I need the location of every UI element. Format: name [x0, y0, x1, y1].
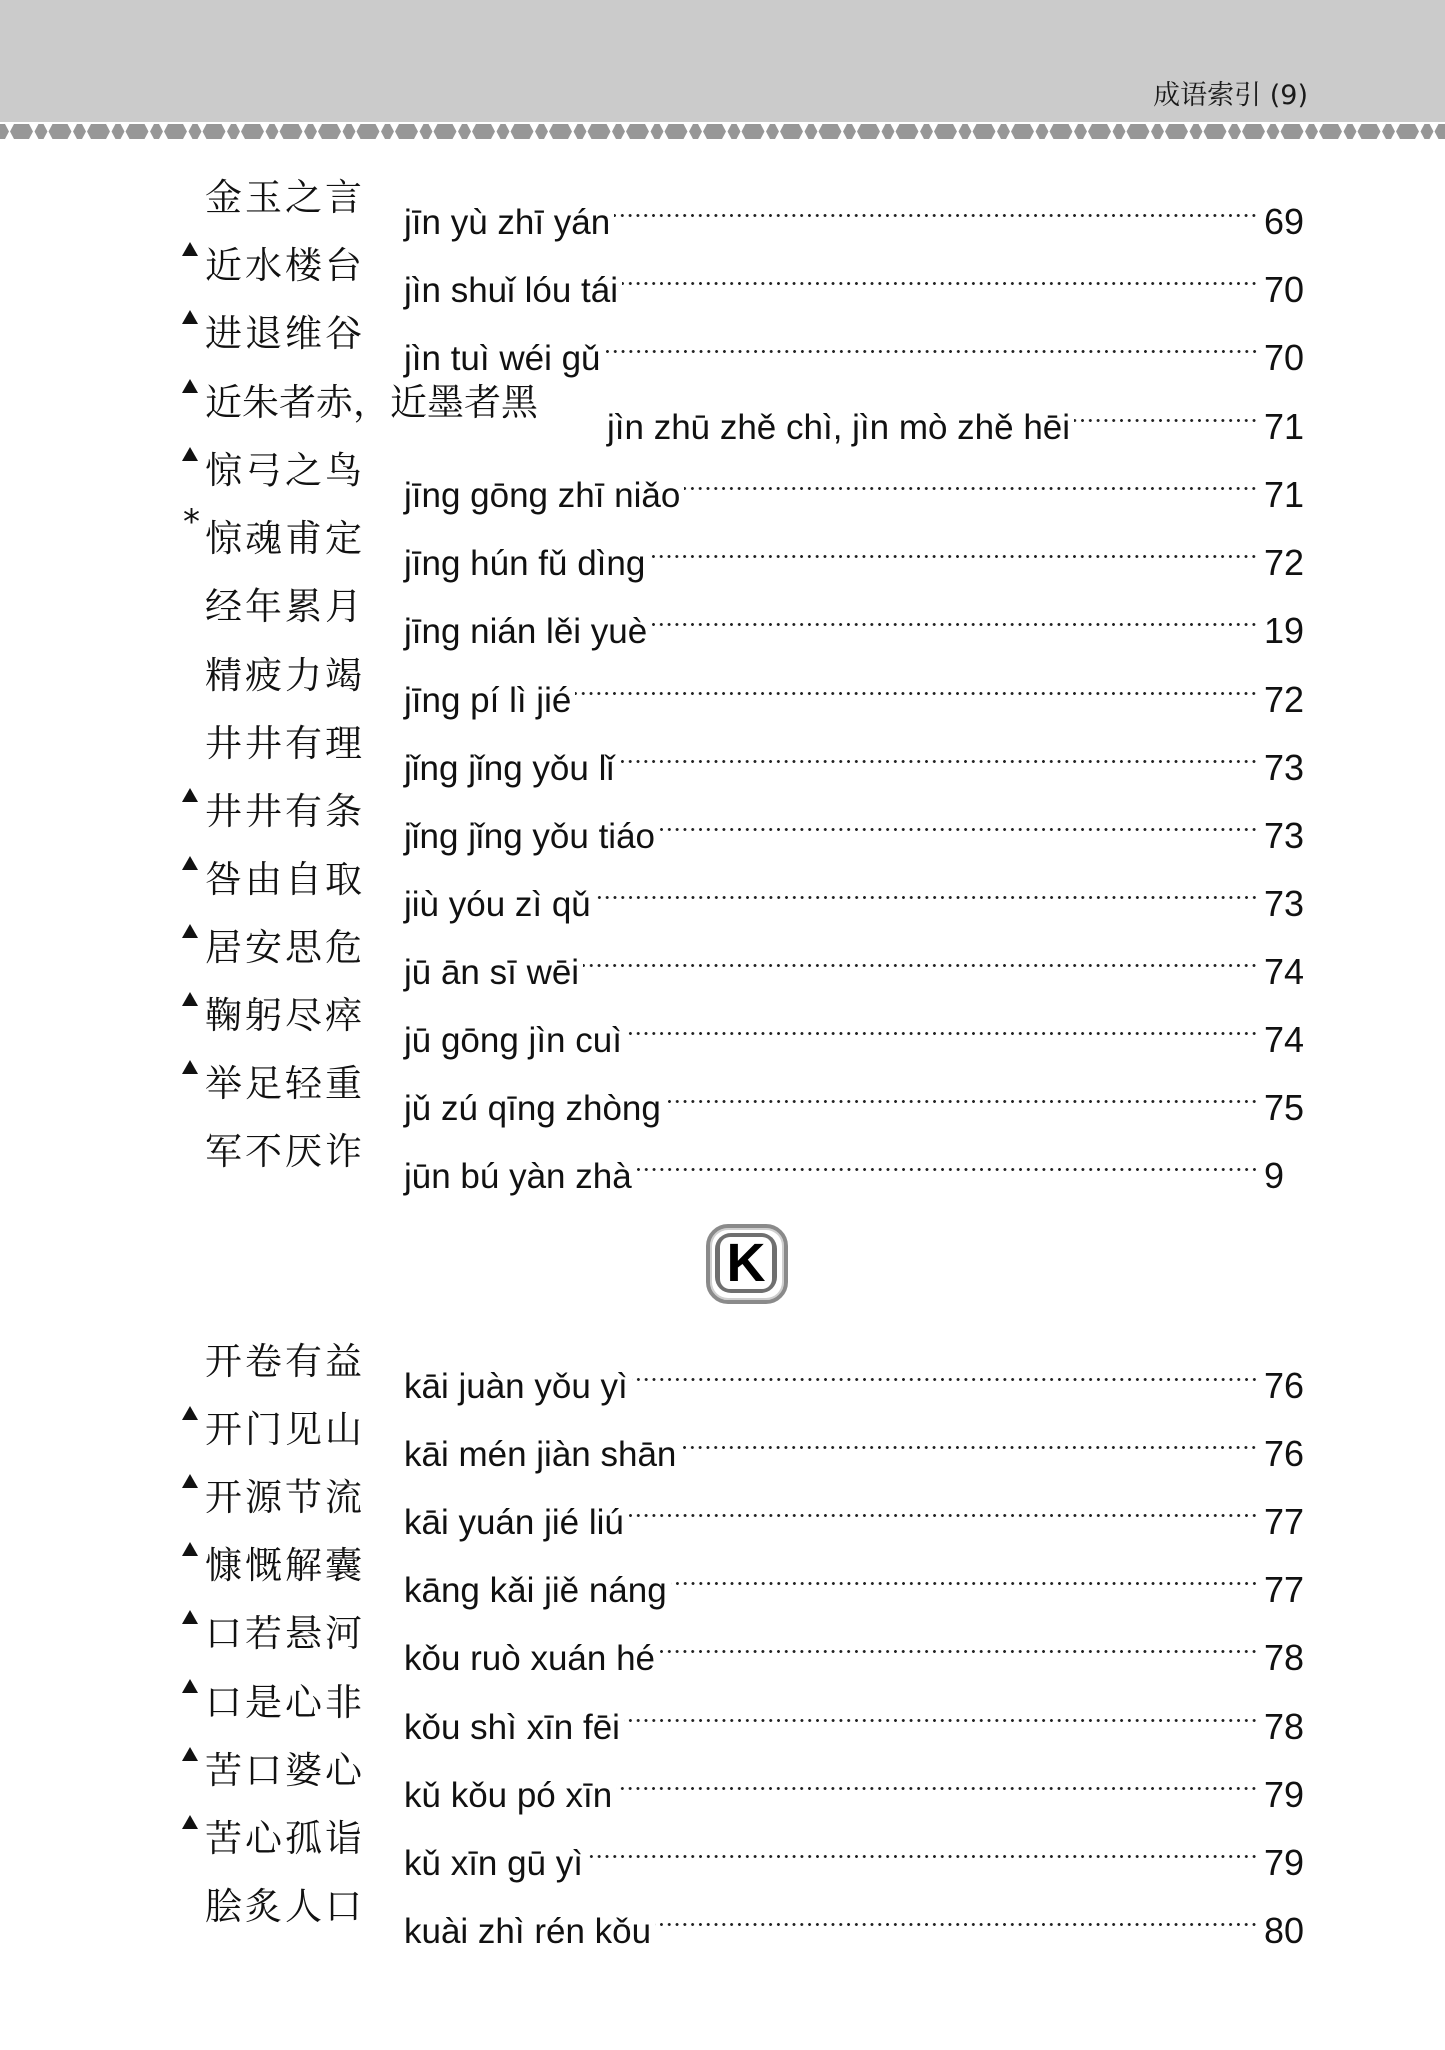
dot-leader: [626, 984, 1258, 1052]
dot-leader: [616, 1739, 1258, 1807]
triangle-marker-icon: [180, 1743, 206, 1761]
pinyin: kāng kǎi jiě náng: [404, 1571, 667, 1610]
triangle-marker-icon: [180, 238, 206, 256]
idiom-text: 金玉之言: [205, 176, 365, 219]
pinyin: kǒu shì xīn fēi: [404, 1708, 620, 1747]
page-number: 78: [1264, 1637, 1305, 1678]
triangle-marker-icon: [180, 1470, 206, 1488]
index-entry[interactable]: [0, 1398, 1445, 1474]
page-number: 76: [1264, 1433, 1305, 1474]
dot-leader: [614, 166, 1258, 234]
idiom-text: 惊弓之鸟: [205, 449, 365, 492]
index-entry[interactable]: [0, 1602, 1445, 1678]
leader-line: [404, 234, 1445, 310]
index-entry[interactable]: [0, 984, 1445, 1060]
index-entry[interactable]: [0, 1807, 1445, 1883]
idiom-text: 近朱者赤，近墨者黑: [205, 381, 538, 424]
index-entry[interactable]: [0, 234, 1445, 310]
index-entry[interactable]: [0, 712, 1445, 788]
pinyin: jīng pí lì jié: [404, 681, 572, 720]
idiom-text: 惊魂甫定: [205, 517, 365, 560]
idiom-text: 鞠躬尽瘁: [205, 994, 365, 1037]
page-number: 79: [1264, 1842, 1305, 1883]
page-number: 75: [1264, 1087, 1305, 1128]
triangle-marker-icon: [180, 1056, 206, 1074]
index-entry[interactable]: [0, 1534, 1445, 1610]
page-number: 70: [1264, 337, 1305, 378]
pinyin: kǔ kǒu pó xīn: [404, 1776, 613, 1815]
index-entry[interactable]: [0, 1671, 1445, 1747]
idiom-text: 军不厌诈: [205, 1130, 365, 1173]
idiom-text: 井井有理: [205, 722, 365, 765]
idiom-text: 举足轻重: [205, 1062, 365, 1105]
page-number: 72: [1264, 542, 1305, 583]
page-number: 77: [1264, 1569, 1305, 1610]
dot-leader: [684, 439, 1258, 507]
pinyin: jūn bú yàn zhà: [404, 1157, 632, 1196]
dot-leader: [587, 1807, 1258, 1875]
leader-line: [607, 371, 1445, 447]
leader-line: [404, 1807, 1445, 1883]
idiom-text: 进退维谷: [205, 312, 365, 355]
idiom-text: 开门见山: [205, 1408, 365, 1451]
idiom-text: 开卷有益: [205, 1340, 365, 1383]
dot-leader: [651, 575, 1258, 643]
triangle-marker-icon: [180, 920, 206, 938]
idiom-text: 经年累月: [205, 585, 365, 628]
dot-leader: [680, 1398, 1258, 1466]
leader-line: [404, 575, 1445, 651]
index-entry[interactable]: [0, 1330, 1445, 1406]
idiom-text: 近水楼台: [205, 244, 365, 287]
page-number: 73: [1264, 747, 1305, 788]
triangle-marker-icon: [180, 443, 206, 461]
dot-leader: [659, 780, 1258, 848]
pinyin: kāi juàn yǒu yì: [404, 1367, 628, 1406]
dot-leader: [655, 1875, 1258, 1943]
idiom-text: 精疲力竭: [205, 654, 365, 697]
leader-line: [404, 1534, 1445, 1610]
triangle-marker-icon: [180, 988, 206, 1006]
dot-leader: [628, 1466, 1258, 1534]
dot-leader: [605, 302, 1259, 370]
idiom-text: 口若悬河: [205, 1612, 365, 1655]
dot-leader: [659, 1602, 1258, 1670]
dot-leader: [665, 1052, 1258, 1120]
dot-leader: [636, 1120, 1258, 1188]
triangle-marker-icon: [180, 306, 206, 324]
dot-leader: [583, 916, 1258, 984]
leader-line: [404, 1602, 1445, 1678]
pinyin: jīng nián lěi yuè: [404, 612, 648, 651]
page-number: 74: [1264, 1019, 1305, 1060]
pinyin: jìn zhū zhě chì, jìn mò zhě hēi: [607, 408, 1071, 447]
leader-line: [404, 712, 1445, 788]
leader-line: [404, 507, 1445, 583]
page-number: 80: [1264, 1910, 1305, 1951]
index-entry[interactable]: [0, 1739, 1445, 1815]
page-number: 72: [1264, 679, 1305, 720]
pinyin: jìn shuǐ lóu tái: [404, 271, 619, 310]
leader-line: [404, 166, 1445, 242]
index-entry[interactable]: [0, 166, 1445, 242]
index-entry[interactable]: [0, 644, 1445, 720]
page-number: 9: [1264, 1155, 1285, 1196]
leader-line: [404, 780, 1445, 856]
index-entry[interactable]: [0, 302, 1445, 378]
index-entry[interactable]: [0, 780, 1445, 856]
pinyin: kāi mén jiàn shān: [404, 1435, 677, 1474]
dot-leader: [618, 712, 1258, 780]
triangle-marker-icon: [180, 1811, 206, 1829]
page-number: 70: [1264, 269, 1305, 310]
dot-leader: [671, 1534, 1258, 1602]
pinyin: jū ān sī wēi: [404, 953, 580, 992]
leader-line: [404, 1330, 1445, 1406]
section-letter: K: [720, 1237, 772, 1289]
index-entry[interactable]: [0, 916, 1445, 992]
leader-line: [404, 1052, 1445, 1128]
page-number: 78: [1264, 1706, 1305, 1747]
triangle-marker-icon: [180, 1402, 206, 1420]
pinyin: jiù yóu zì qǔ: [404, 885, 591, 924]
leader-line: [404, 984, 1445, 1060]
dot-leader: [575, 644, 1258, 712]
index-entry[interactable]: [0, 1120, 1445, 1196]
running-head: 成语索引 (9): [1153, 80, 1308, 111]
index-entry[interactable]: [0, 848, 1445, 924]
page-number: 76: [1264, 1365, 1305, 1406]
leader-line: [404, 644, 1445, 720]
pinyin: kāi yuán jié liú: [404, 1503, 624, 1542]
idiom-text: 开源节流: [205, 1476, 365, 1519]
dot-leader: [622, 234, 1258, 302]
pinyin: kǔ xīn gū yì: [404, 1844, 583, 1883]
triangle-marker-icon: [180, 1675, 206, 1693]
pinyin: kuài zhì rén kǒu: [404, 1912, 652, 1951]
leader-line: [404, 439, 1445, 515]
page-number: 79: [1264, 1774, 1305, 1815]
triangle-marker-icon: [180, 1606, 206, 1624]
leader-line: [404, 848, 1445, 924]
leader-line: [404, 1120, 1445, 1196]
idiom-text: 苦心孤诣: [205, 1817, 365, 1860]
index-entry[interactable]: [0, 1875, 1445, 1951]
triangle-marker-icon: [180, 1538, 206, 1556]
page-number: 73: [1264, 815, 1305, 856]
triangle-marker-icon: [180, 375, 206, 393]
pinyin: jū gōng jìn cuì: [404, 1021, 622, 1060]
leader-line: [404, 1466, 1445, 1542]
idiom-text: 井井有条: [205, 790, 365, 833]
leader-line: [404, 916, 1445, 992]
leader-line: [404, 1739, 1445, 1815]
leader-line: [404, 1671, 1445, 1747]
page-number: 71: [1264, 406, 1305, 447]
pinyin: jīn yù zhī yán: [404, 203, 611, 242]
dot-leader: [624, 1671, 1258, 1739]
decorative-border: [0, 122, 1445, 141]
dot-leader: [595, 848, 1258, 916]
pinyin: jǐng jǐng yǒu tiáo: [404, 817, 655, 856]
page-number: 73: [1264, 883, 1305, 924]
page-number: 69: [1264, 201, 1305, 242]
dot-leader: [649, 507, 1258, 575]
index-entry[interactable]: [0, 502, 1445, 583]
idiom-text: 慷慨解囊: [205, 1544, 365, 1587]
pinyin: jīng hún fǔ dìng: [404, 544, 646, 583]
index-entry[interactable]: [0, 575, 1445, 651]
index-entry[interactable]: [0, 439, 1445, 515]
leader-line: [404, 302, 1445, 378]
page-number: 74: [1264, 951, 1305, 992]
pinyin: jìn tuì wéi gǔ: [404, 339, 601, 378]
page-number: 19: [1264, 610, 1305, 651]
pinyin: jǔ zú qīng zhòng: [404, 1089, 661, 1128]
triangle-marker-icon: [180, 784, 206, 802]
pinyin: jǐng jǐng yǒu lǐ: [404, 749, 615, 788]
asterisk-marker-icon: *: [183, 502, 200, 542]
leader-line: [404, 1875, 1445, 1951]
triangle-marker-icon: [180, 852, 206, 870]
idiom-text: 脍炙人口: [205, 1885, 365, 1928]
leader-line: [404, 1398, 1445, 1474]
idiom-text: 居安思危: [205, 926, 365, 969]
index-entry[interactable]: [0, 1466, 1445, 1542]
idiom-text: 口是心非: [205, 1681, 365, 1724]
pinyin: kǒu ruò xuán hé: [404, 1639, 656, 1678]
dot-leader: [632, 1330, 1258, 1398]
idiom-text: 苦口婆心: [205, 1749, 365, 1792]
index-entry[interactable]: [0, 371, 1445, 447]
idiom-text: 咎由自取: [205, 858, 365, 901]
index-entry[interactable]: [0, 1052, 1445, 1128]
page-number: 71: [1264, 474, 1305, 515]
header-band: [0, 0, 1445, 123]
page-number: 77: [1264, 1501, 1305, 1542]
section-letter-badge: [706, 1224, 786, 1302]
pinyin: jīng gōng zhī niǎo: [404, 476, 681, 515]
dot-leader: [1074, 371, 1258, 439]
